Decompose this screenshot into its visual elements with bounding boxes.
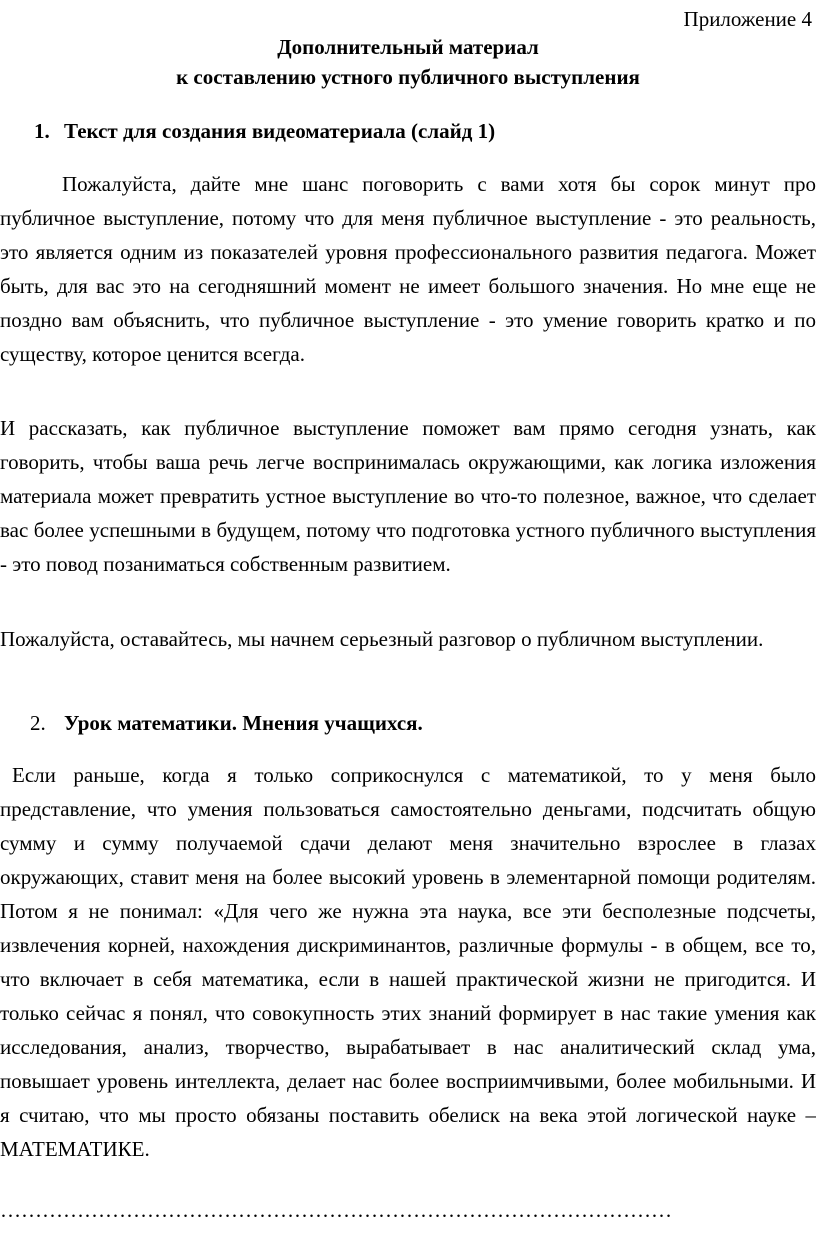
section2-paragraph: Если раньше, когда я только соприкоснулся с математикой, то у меня было представление, что умения пользоваться самостоятельно деньгами, подсчитать общую сумму и сумму получаемой сдачи делают меня значительно взрослее в глазах окружающих, ставит меня на более высокий уровень в элементарной помощи родителям. Потом я не понимал: «Для чего же нужна эта наука, все эти бесполезные подсчеты, извлечения корней, нахождения дискриминантов, различные формулы - в общем, все то, что включает в себя математика, если в нашей практической жизни не пригодится. И только сейчас я понял, что совокупность этих знаний формирует в нас такие умения как исследования, анализ, творчество, вырабатывает в нас аналитический склад ума, повышает уровень интеллекта, делает нас более восприимчивыми, более мобильными. И я считаю, что мы просто обязаны поставить обелиск на века этой логической науке – МАТЕМАТИКЕ.: [0, 763, 816, 1161]
section1-paragraph-3: Пожалуйста, оставайтесь, мы начнем серьезный разговор о публичном выступлении.: [0, 627, 764, 651]
section1-heading-text: Текст для создания видеоматериала (слайд 1): [64, 119, 496, 143]
section1-paragraph-2: И рассказать, как публичное выступление поможет вам прямо сегодня узнать, как говорить, чтобы ваша речь легче воспринималась окружающими, как логика изложения материала может превратить устное выступление во что-то полезное, важное, что сделает вас более успешными в будущем, потому что подготовка устного публичного выступления - это повод позаниматься собственным развитием.: [0, 416, 816, 576]
document-title-line1: Дополнительный материал: [277, 35, 539, 59]
appendix-label: Приложение 4: [683, 7, 812, 31]
section2-heading-text: Урок математики. Мнения учащихся.: [64, 711, 423, 735]
section1-paragraph-1: Пожалуйста, дайте мне шанс поговорить с вами хотя бы сорок минут про публичное выступление, потому что для меня публичное выступление - это реальность, это является одним из показателей уровня профессионального развития педагога. Может быть, для вас это на сегодняшний момент не имеет большого значения. Но мне еще не поздно вам объяснить, что публичное выступление - это умение говорить кратко и по существу, которое ценится всегда.: [0, 172, 816, 366]
dotted-line: ……………………………………………………………………………………: [0, 1198, 672, 1222]
section1-number: 1.: [34, 119, 50, 143]
section1-heading: [34, 117, 495, 145]
section2-number: 2.: [30, 711, 46, 735]
document-title-line2: к составлению устного публичного выступления: [176, 65, 640, 89]
section2-heading: [30, 709, 423, 737]
